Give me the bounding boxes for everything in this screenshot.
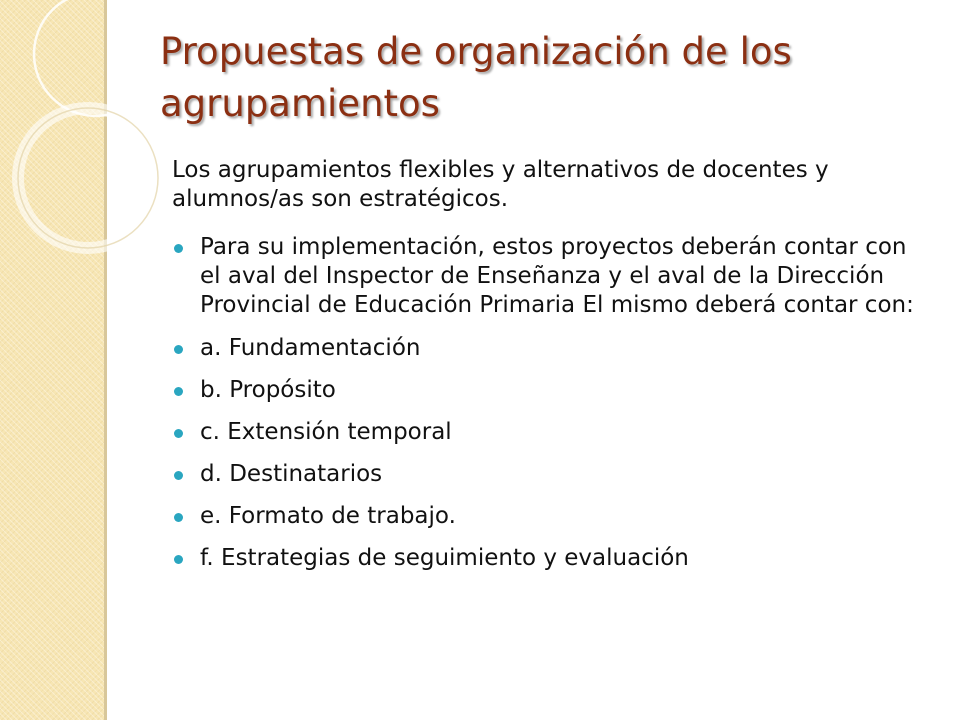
bullet-item <box>168 233 928 320</box>
bullet-dot-icon <box>174 555 183 564</box>
bullet-item <box>168 502 928 531</box>
bullet-dot-icon <box>174 387 183 396</box>
bullet-item <box>168 334 928 363</box>
bullet-item <box>168 418 928 447</box>
bullet-text: f. Estrategias de seguimiento y evaluación <box>200 545 689 571</box>
deco-circle-ring-outline <box>18 108 158 248</box>
slide-title: Propuestas de organización de los agrupamientos <box>160 30 792 125</box>
intro-text: Los agrupamientos flexibles y alternativos de docentes y alumnos/as son estratégicos. <box>172 157 829 212</box>
bullet-text: c. Extensión temporal <box>200 419 452 445</box>
bullet-dot-icon <box>174 244 183 253</box>
bullet-list <box>168 233 928 586</box>
bullet-text: a. Fundamentación <box>200 335 421 361</box>
bullet-text: d. Destinatarios <box>200 461 383 487</box>
deco-circle-large <box>34 0 158 116</box>
bullet-text: e. Formato de trabajo. <box>200 503 456 529</box>
bullet-item <box>168 376 928 405</box>
bullet-dot-icon <box>174 471 183 480</box>
bullet-dot-icon <box>174 429 183 438</box>
bullet-text: b. Propósito <box>200 377 336 403</box>
bullet-text: Para su implementación, estos proyectos deberán contar con el aval del Inspector de Enseñanza y el aval de la Dirección Provincial de Educación Primaria El mismo deberá contar con: <box>200 234 914 318</box>
bullet-dot-icon <box>174 345 183 354</box>
bullet-item <box>168 544 928 573</box>
bullet-item <box>168 460 928 489</box>
bullet-dot-icon <box>174 513 183 522</box>
